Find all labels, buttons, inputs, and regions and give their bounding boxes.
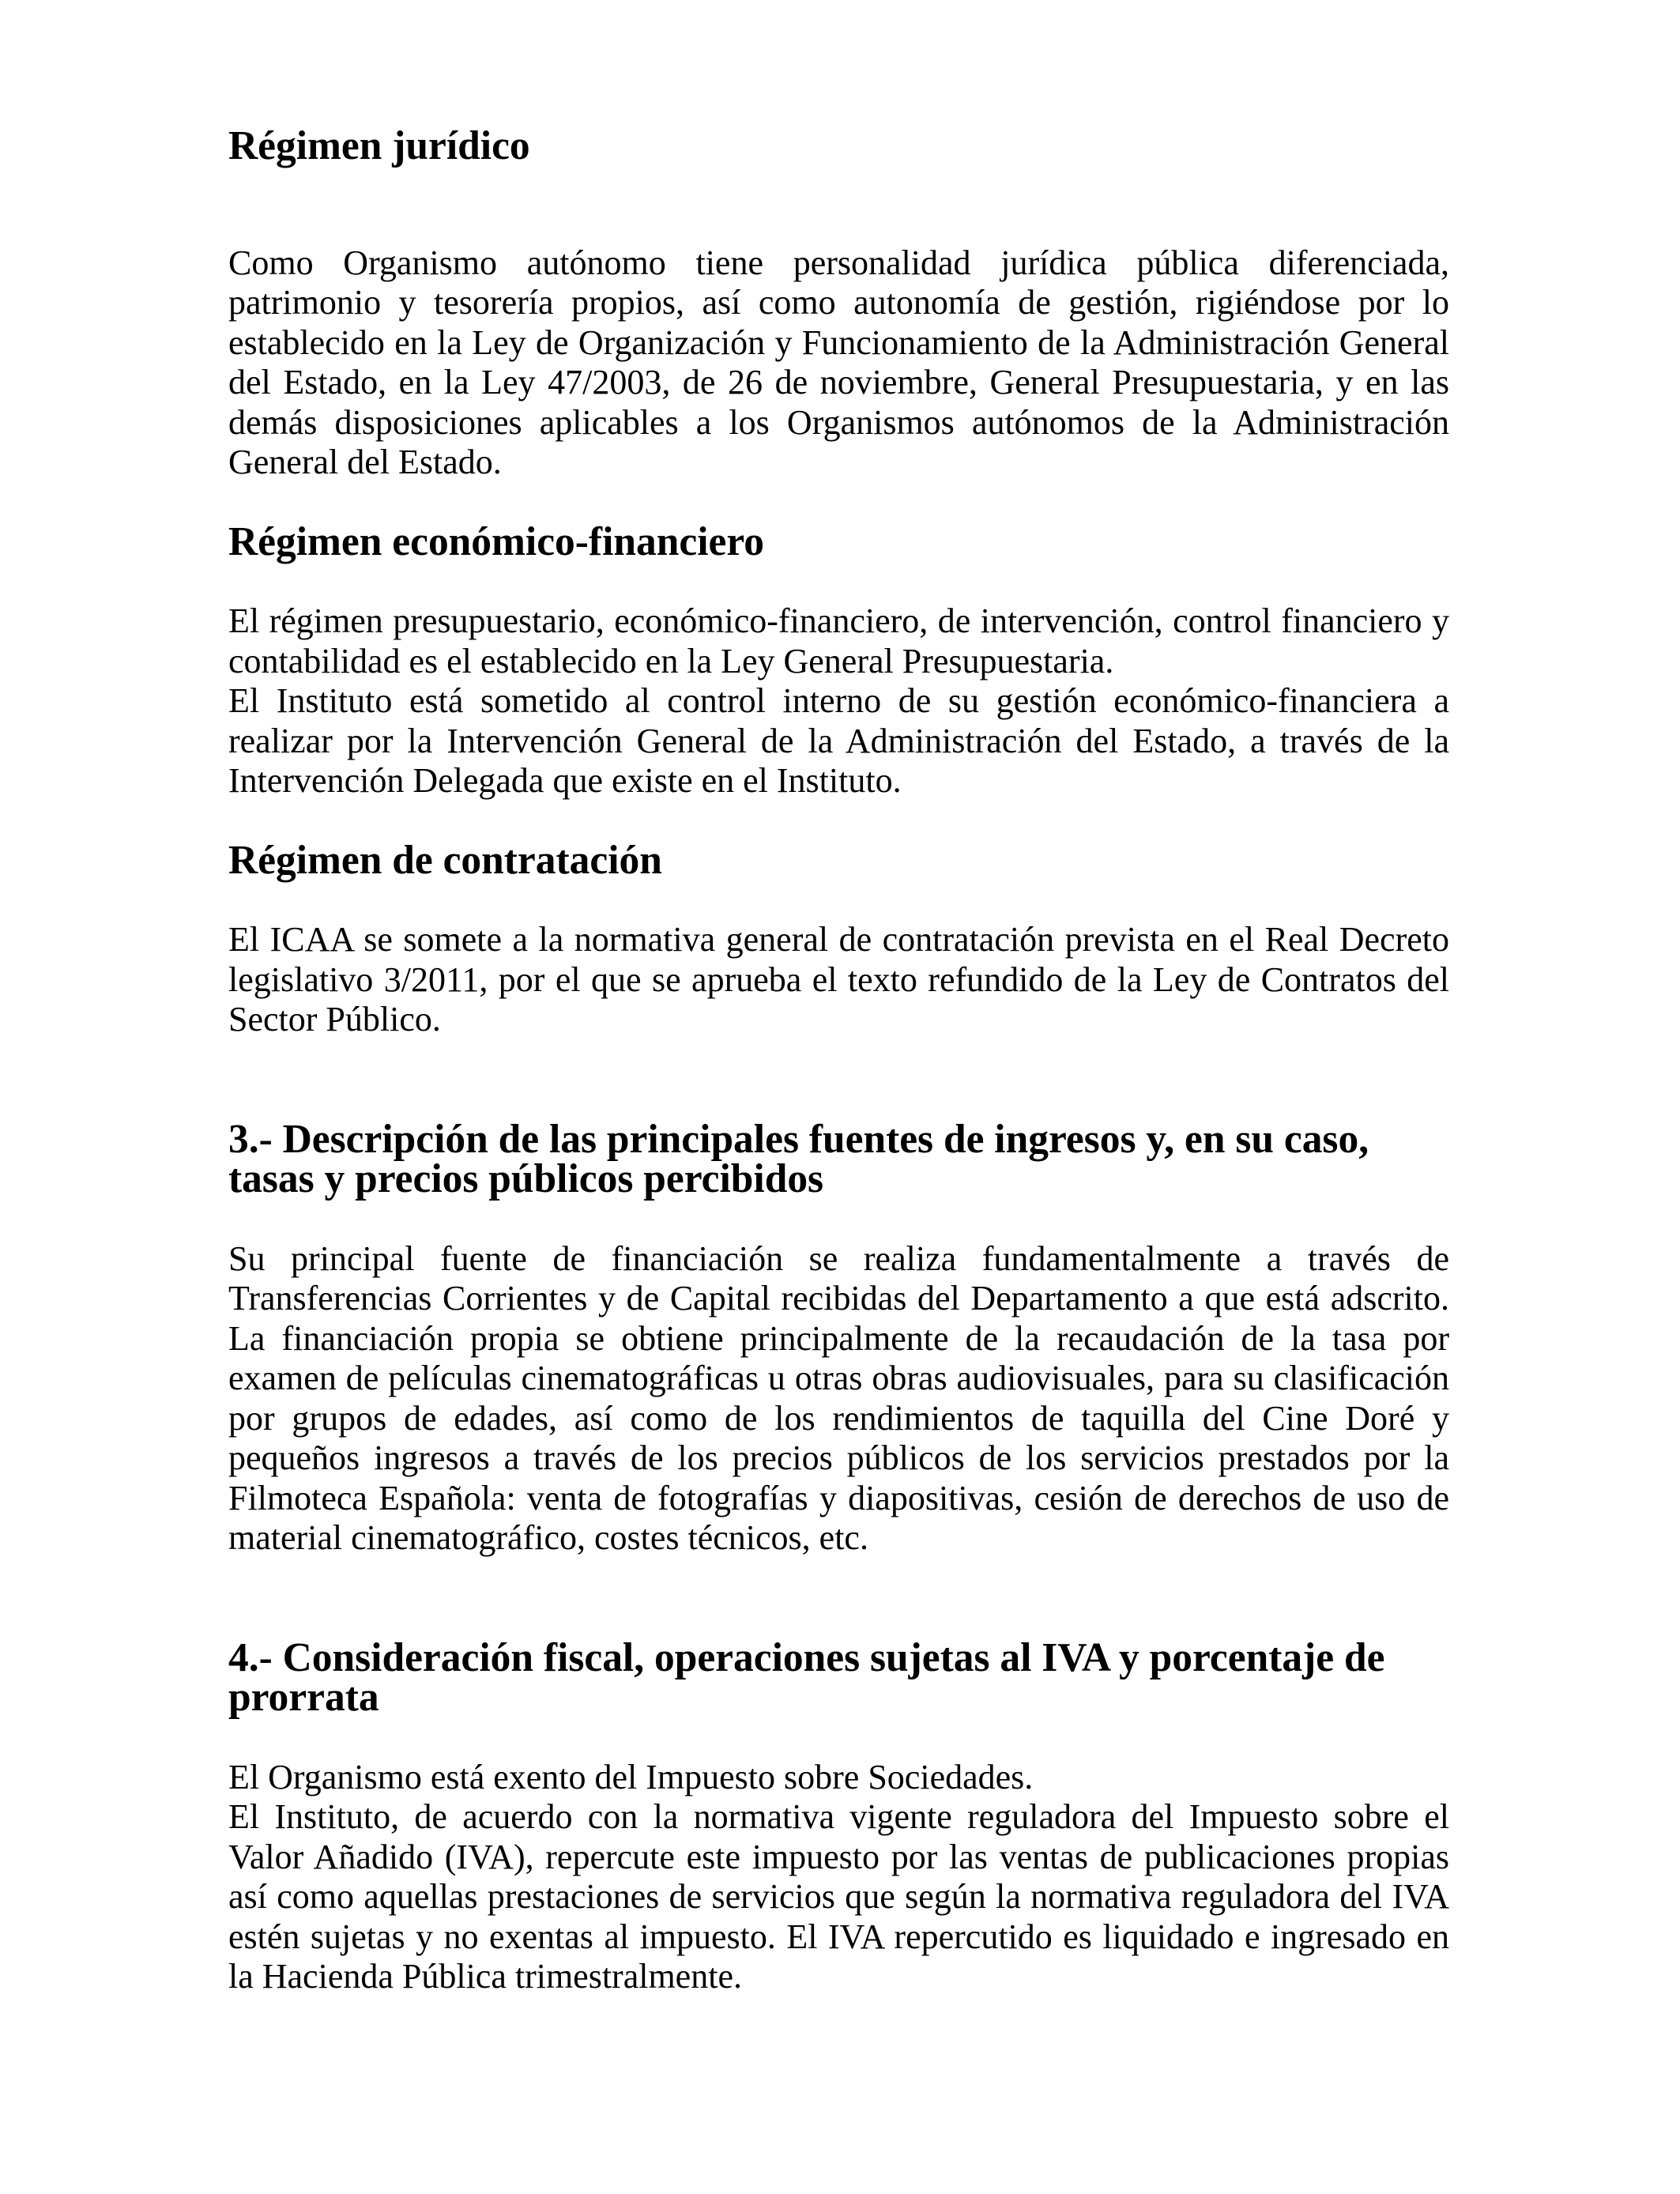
heading-consideracion-fiscal: 4.- Consideración fiscal, operaciones sujetas al IVA y porcentaje de prorrata: [228, 1634, 1385, 1720]
document-page: [228, 123, 1449, 1997]
paragraph-regimen-economico-2: El Instituto está sometido al control interno de su gestión económico-financiera a realizar por la Intervención General de la Administración del Estado, a través de la Intervención Delegada que existe en el Instituto.: [228, 681, 1449, 800]
heading-fuentes-ingresos: 3.- Descripción de las principales fuentes de ingresos y, en su caso, tasas y precios públicos percibidos: [228, 1116, 1369, 1201]
paragraph-fuentes-ingresos: Su principal fuente de financiación se realiza fundamentalmente a través de Transferencias Corrientes y de Capital recibidas del Departamento a que está adscrito. La financiación propia se obtiene principalmente de la recaudación de la tasa por examen de películas cinematográficas u otras obras audiovisuales, para su clasificación por grupos de edades, así como de los rendimientos de taquilla del Cine Doré y pequeños ingresos a través de los precios públicos de los servicios prestados por la Filmoteca Española: venta de fotografías y diapositivas, cesión de derechos de uso de material cinematográfico, costes técnicos, etc.: [228, 1238, 1449, 1557]
paragraph-regimen-juridico: Como Organismo autónomo tiene personalidad jurídica pública diferenciada, patrimonio y tesorería propios, así como autonomía de gestión, rigiéndose por lo establecido en la Ley de Organización y Funcionamiento de la Administración General del Estado, en la Ley 47/2003, de 26 de noviembre, General Presupuestaria, y en las demás disposiciones aplicables a los Organismos autónomos de la Administración General del Estado.: [228, 243, 1449, 481]
paragraph-regimen-economico-1: El régimen presupuestario, económico-financiero, de intervención, control financiero y contabilidad es el establecido en la Ley General Presupuestaria.: [228, 601, 1449, 680]
paragraph-consideracion-fiscal-1: El Organismo está exento del Impuesto sobre Sociedades.: [228, 1757, 1034, 1796]
paragraph-regimen-contratacion: El ICAA se somete a la normativa general de contratación prevista en el Real Decreto legislativo 3/2011, por el que se aprueba el texto refundido de la Ley de Contratos del Sector Público.: [228, 920, 1449, 1039]
heading-regimen-juridico: Régimen jurídico: [228, 123, 530, 168]
paragraph-consideracion-fiscal-2: El Instituto, de acuerdo con la normativa vigente reguladora del Impuesto sobre el Valor Añadido (IVA), repercute este impuesto por las ventas de publicaciones propias así como aquellas prestaciones de servicios que según la normativa reguladora del IVA estén sujetas y no exentas al impuesto. El IVA repercutido es liquidado e ingresado en la Hacienda Pública trimestralmente.: [228, 1797, 1449, 1996]
heading-regimen-economico-financiero: Régimen económico-financiero: [228, 518, 764, 564]
heading-regimen-contratacion: Régimen de contratación: [228, 837, 662, 883]
